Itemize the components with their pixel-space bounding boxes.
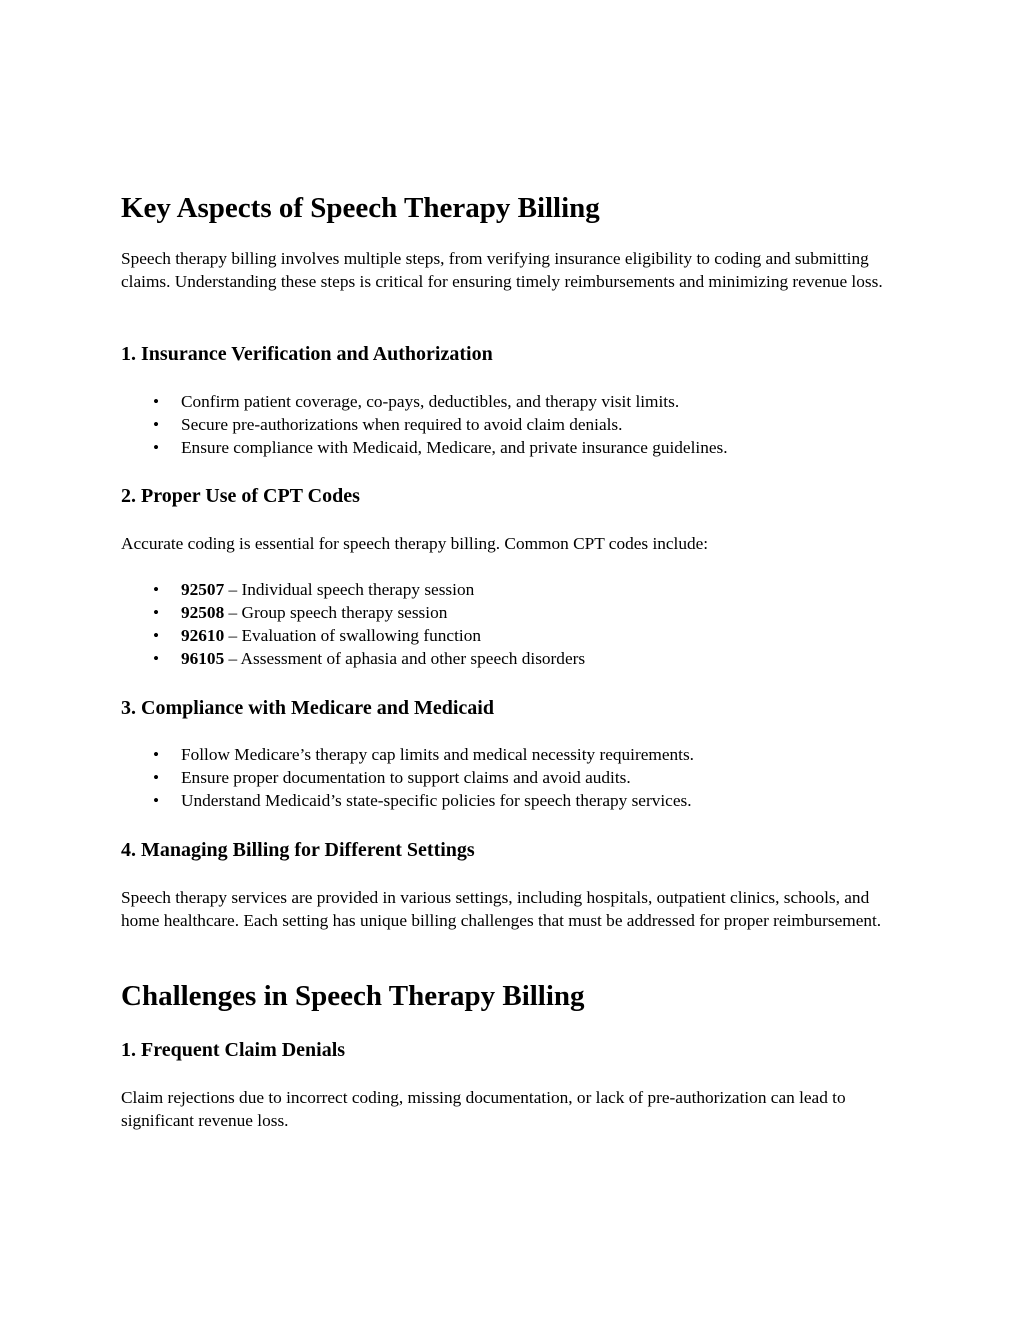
subheading-insurance-verification: 1. Insurance Verification and Authorization xyxy=(121,343,493,365)
list-item-text: Ensure proper documentation to support claims and avoid audits. xyxy=(181,768,631,787)
bullet-icon: • xyxy=(153,603,160,622)
claim-denials-paragraph: Claim rejections due to incorrect coding, missing documentation, or lack of pre-authorization can lead to significant revenue loss. xyxy=(121,1088,846,1130)
bullet-icon: • xyxy=(153,768,160,787)
insurance-verification-list xyxy=(121,390,728,459)
intro-paragraph: Speech therapy billing involves multiple steps, from verifying insurance eligibility to coding and submitting claims. Understanding these steps is critical for ensuring timely reimbursements and minimizing revenue loss. xyxy=(121,249,883,291)
list-item-text: Understand Medicaid’s state-specific policies for speech therapy services. xyxy=(181,791,692,810)
bullet-icon: • xyxy=(153,438,160,457)
list-item xyxy=(121,601,585,624)
subheading-cpt-codes: 2. Proper Use of CPT Codes xyxy=(121,485,360,507)
list-item xyxy=(121,390,728,413)
bullet-icon: • xyxy=(153,791,160,810)
cpt-description: – Assessment of aphasia and other speech disorders xyxy=(224,649,586,668)
bullet-icon: • xyxy=(153,649,160,668)
list-item xyxy=(121,766,694,789)
cpt-intro-paragraph: Accurate coding is essential for speech therapy billing. Common CPT codes include: xyxy=(121,534,709,553)
cpt-description: – Individual speech therapy session xyxy=(224,580,475,599)
cpt-description: – Group speech therapy session xyxy=(224,603,448,622)
medicare-compliance-list xyxy=(121,743,694,812)
list-item xyxy=(121,743,694,766)
list-item-text: Confirm patient coverage, co-pays, deductibles, and therapy visit limits. xyxy=(181,392,680,411)
list-item xyxy=(121,647,585,670)
cpt-codes-list xyxy=(121,578,585,670)
list-item-text: Follow Medicare’s therapy cap limits and medical necessity requirements. xyxy=(181,745,695,764)
list-item xyxy=(121,413,728,436)
list-item-text: Secure pre-authorizations when required to avoid claim denials. xyxy=(181,415,623,434)
section-heading-challenges: Challenges in Speech Therapy Billing xyxy=(121,980,585,1012)
cpt-description: – Evaluation of swallowing function xyxy=(224,626,481,645)
list-item xyxy=(121,578,585,601)
list-item xyxy=(121,789,694,812)
cpt-code: 92507 xyxy=(181,580,225,599)
subheading-billing-settings: 4. Managing Billing for Different Settings xyxy=(121,839,475,861)
section-heading-key-aspects: Key Aspects of Speech Therapy Billing xyxy=(121,192,600,224)
bullet-icon: • xyxy=(153,392,160,411)
bullet-icon: • xyxy=(153,745,160,764)
cpt-code: 92508 xyxy=(181,603,225,622)
list-item xyxy=(121,624,585,647)
list-item xyxy=(121,436,728,459)
cpt-code: 92610 xyxy=(181,626,225,645)
billing-settings-paragraph: Speech therapy services are provided in various settings, including hospitals, outpatient clinics, schools, and home healthcare. Each setting has unique billing challenges that must be addressed for proper reimbursement. xyxy=(121,888,882,930)
bullet-icon: • xyxy=(153,580,160,599)
list-item-text: Ensure compliance with Medicaid, Medicare, and private insurance guidelines. xyxy=(181,438,728,457)
subheading-claim-denials: 1. Frequent Claim Denials xyxy=(121,1039,346,1061)
bullet-icon: • xyxy=(153,415,160,434)
subheading-medicare-medicaid: 3. Compliance with Medicare and Medicaid xyxy=(121,697,494,719)
cpt-code: 96105 xyxy=(181,649,225,668)
bullet-icon: • xyxy=(153,626,160,645)
